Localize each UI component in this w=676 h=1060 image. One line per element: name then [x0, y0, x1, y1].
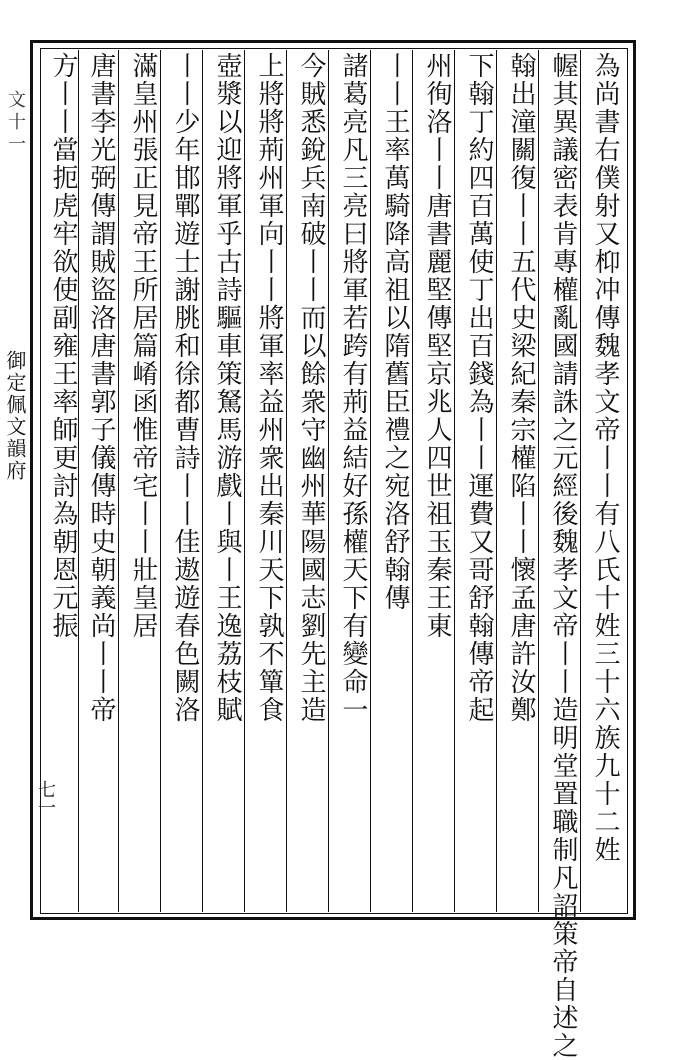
column-rule: [496, 50, 497, 912]
column-rule: [78, 50, 79, 912]
column-rule: [328, 50, 329, 912]
text-column-11: 丨丨少年邯鄲遊士謝朓和徐都曹詩丨丨佳遨遊春色闕洛: [170, 52, 200, 724]
column-rule: [286, 50, 287, 912]
text-column-12: 滿皇州張正見帝王所居篇崤函惟帝宅丨丨壯皇居: [128, 52, 158, 640]
page-number: 七一: [35, 780, 56, 816]
text-column-3: 翰出潼關復丨丨五代史梁紀秦宗權陷丨丨懷孟唐許汝鄭: [506, 52, 536, 724]
text-column-5: 州徇洛丨丨唐書麗堅傳堅京兆人四世祖玉秦王東: [422, 52, 452, 640]
text-column-8: 今賊悉銳兵南破丨丨而以餘衆守幽州華陽國志劉先主造: [296, 52, 326, 724]
text-column-6: 丨丨王率萬騎降高祖以隋舊臣禮之宛洛舒翰傳: [380, 52, 410, 612]
text-column-7: 諸葛亮凡三亮曰將軍若跨有荊益結好孫權天下有變命一: [338, 52, 368, 724]
book-title: 御定佩文韻府: [3, 350, 27, 482]
text-column-13: 唐書李光弼傳謂賊盜洛唐書郭子儀傳時史朝義尚丨丨帝: [86, 52, 116, 724]
column-rule: [160, 50, 161, 912]
text-column-9: 上將將荊州軍向丨丨將軍率益州衆出秦川天下孰不簞食: [254, 52, 284, 724]
page-margin: [0, 40, 56, 920]
text-column-4: 下翰丁約四百萬使丁出百錢為丨丨運費又哥舒翰傳帝起: [464, 52, 494, 724]
column-rule: [244, 50, 245, 912]
column-rule: [118, 50, 119, 912]
column-rule: [538, 50, 539, 912]
column-rule: [370, 50, 371, 912]
margin-top-marks: 文十一: [5, 90, 26, 156]
column-rule: [412, 50, 413, 912]
text-column-14: 方丨丨當扼虎牢欲使副雍王率師更討為朝恩元振: [48, 52, 78, 640]
column-rule: [454, 50, 455, 912]
text-column-10: 壺漿以迎將軍乎古詩驅車策駑馬游戲丨與丨王逸荔枝賦: [212, 52, 242, 724]
text-column-2: 幄其異議密表肯專權亂國請誅之元經後魏孝文帝丨丨造明堂置職制凡詔策帝自述之: [548, 52, 578, 1060]
column-rule: [580, 50, 581, 912]
text-column-1: 為尚書右僕射又枊冲傳魏孝文帝丨丨有八氏十姓三十六族九十二姓: [590, 52, 620, 864]
column-rule: [202, 50, 203, 912]
